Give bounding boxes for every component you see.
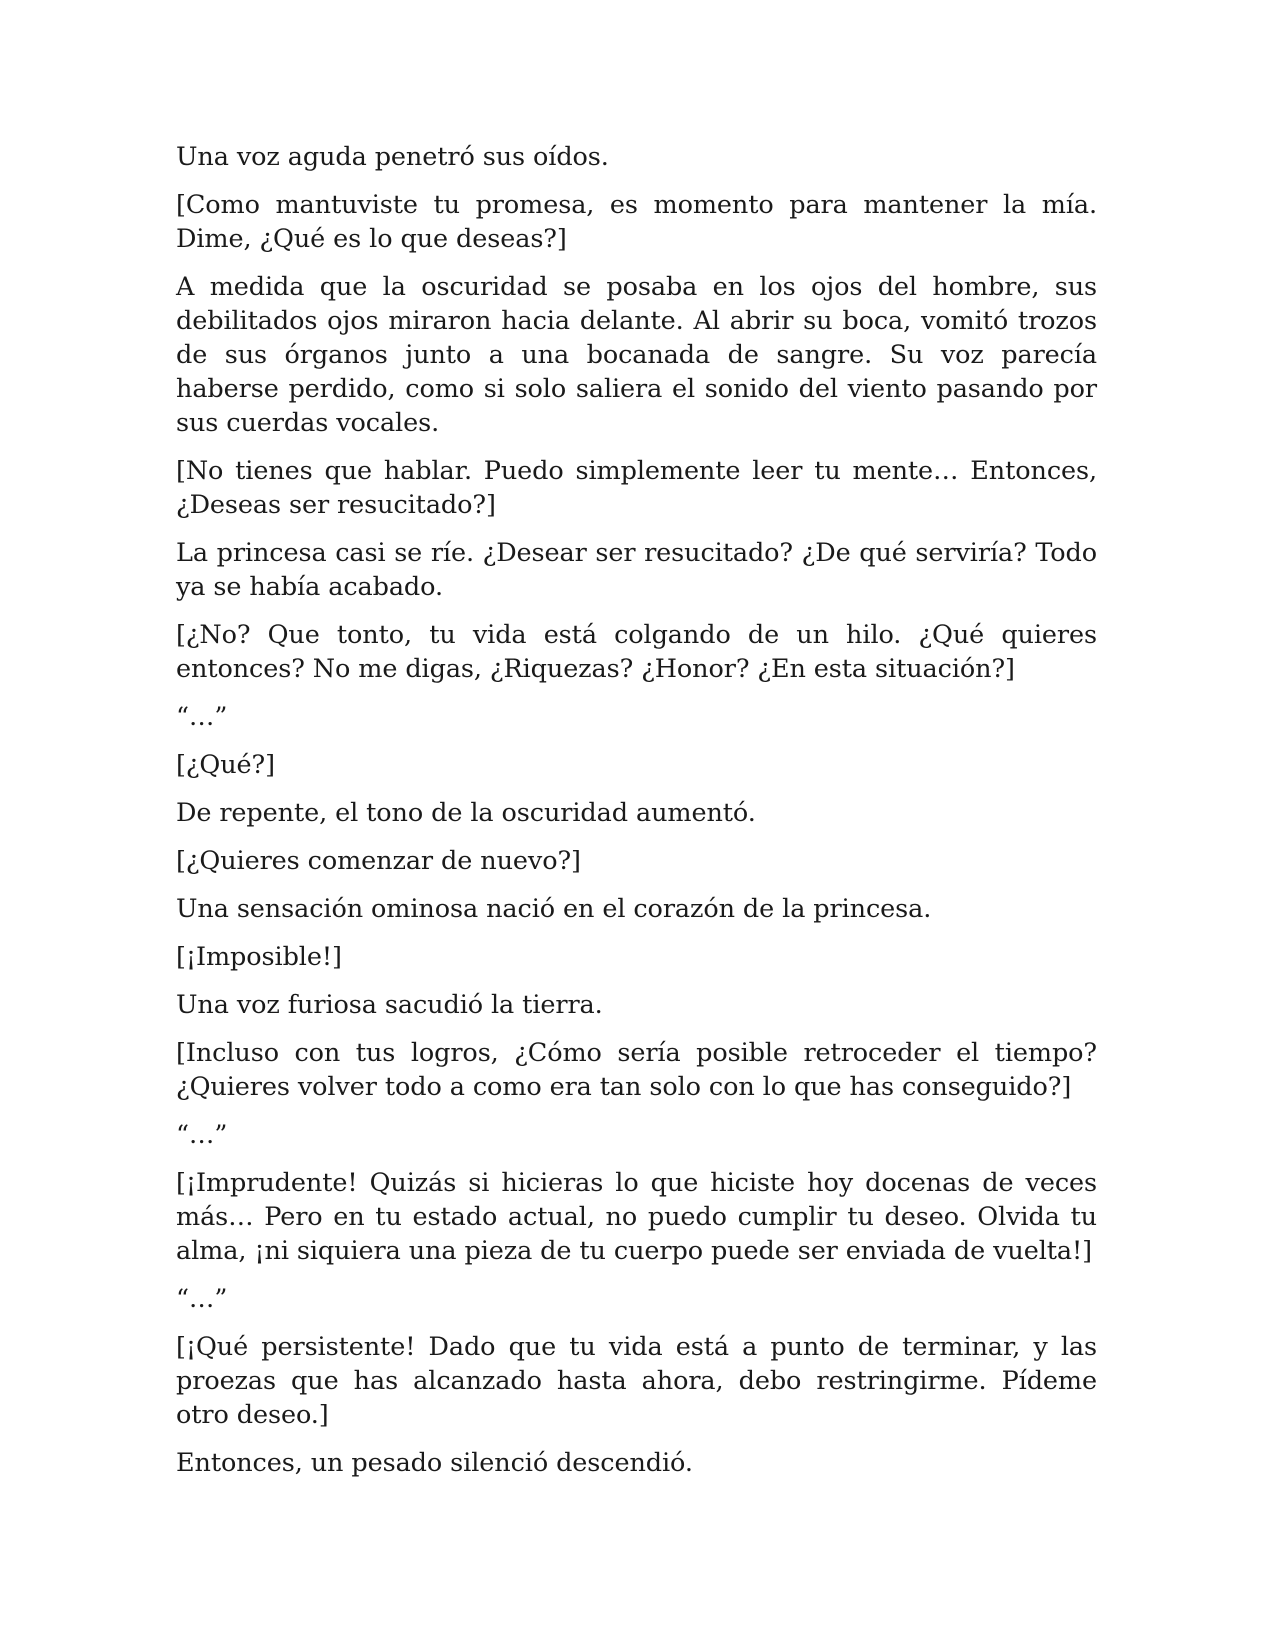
paragraph: [¿Quieres comenzar de nuevo?] xyxy=(176,846,581,876)
paragraph: La princesa casi se ríe. ¿Desear ser resucitado? ¿De qué serviría? Todo ya se había acabado. xyxy=(176,538,1097,602)
paragraph: [Como mantuviste tu promesa, es momento para mantener la mía. Dime, ¿Qué es lo que deseas?] xyxy=(176,190,1097,254)
paragraph: Entonces, un pesado silenció descendió. xyxy=(176,1448,693,1478)
paragraph: Una sensación ominosa nació en el corazón de la princesa. xyxy=(176,894,932,924)
paragraph: [¿No? Que tonto, tu vida está colgando de un hilo. ¿Qué quieres entonces? No me digas, ¿Riquezas? ¿Honor? ¿En esta situación?] xyxy=(176,620,1097,684)
paragraph: “…” xyxy=(176,702,228,732)
paragraph: Una voz furiosa sacudió la tierra. xyxy=(176,990,603,1020)
document-body xyxy=(176,140,1097,1494)
paragraph: [¡Qué persistente! Dado que tu vida está a punto de terminar, y las proezas que has alcanzado hasta ahora, debo restringirme. Pídeme otro deseo.] xyxy=(176,1332,1097,1430)
paragraph: [Incluso con tus logros, ¿Cómo sería posible retroceder el tiempo? ¿Quieres volver todo a como era tan solo con lo que has conseguido?] xyxy=(176,1038,1097,1102)
paragraph: A medida que la oscuridad se posaba en los ojos del hombre, sus debilitados ojos miraron hacia delante. Al abrir su boca, vomitó trozos de sus órganos junto a una bocanada de sangre. Su voz parecía haberse perdido, como si solo saliera el sonido del viento pasando por sus cuerdas vocales. xyxy=(176,272,1097,438)
paragraph: [¡Imprudente! Quizás si hicieras lo que hiciste hoy docenas de veces más… Pero en tu estado actual, no puedo cumplir tu deseo. Olvida tu alma, ¡ni siquiera una pieza de tu cuerpo puede ser enviada de vuelta!] xyxy=(176,1168,1097,1266)
paragraph: “…” xyxy=(176,1284,228,1314)
paragraph: [¡Imposible!] xyxy=(176,942,342,972)
paragraph: [No tienes que hablar. Puedo simplemente leer tu mente… Entonces, ¿Deseas ser resucitado?] xyxy=(176,456,1097,520)
paragraph: De repente, el tono de la oscuridad aumentó. xyxy=(176,798,756,828)
paragraph: “…” xyxy=(176,1120,228,1150)
paragraph: [¿Qué?] xyxy=(176,750,275,780)
paragraph: Una voz aguda penetró sus oídos. xyxy=(176,142,609,172)
